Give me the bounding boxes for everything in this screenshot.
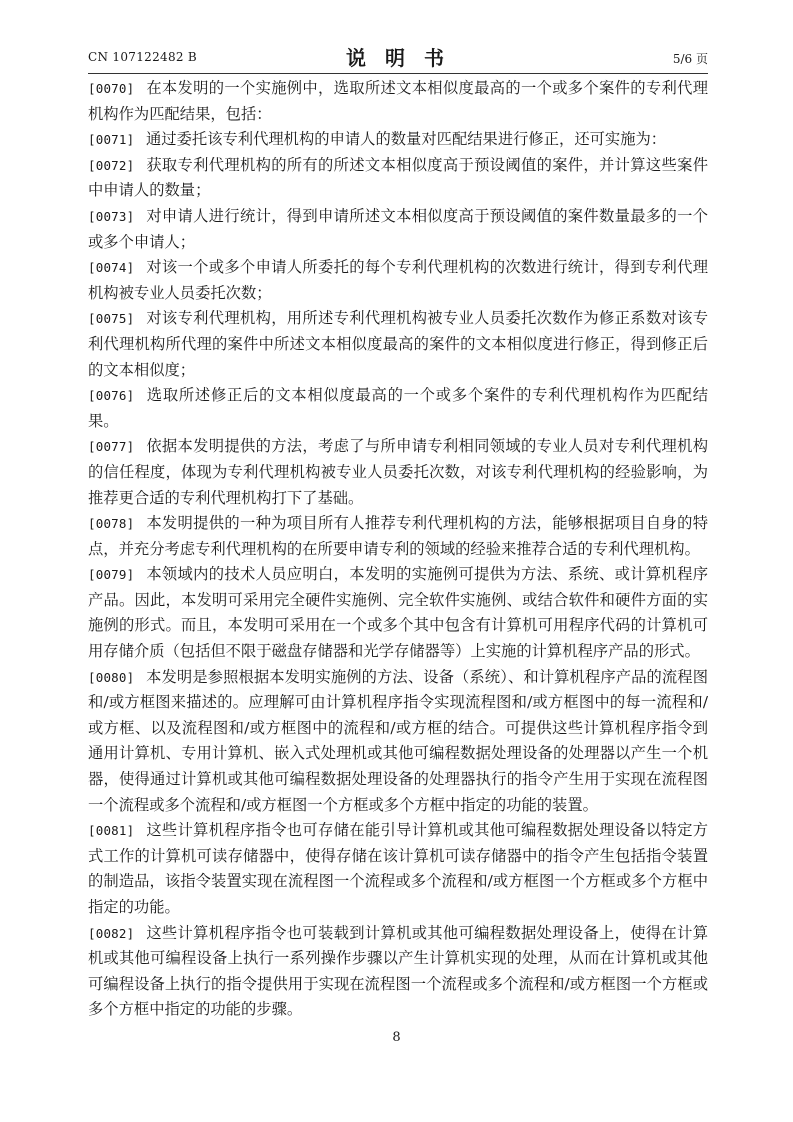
paragraph-text: 通过委托该专利代理机构的申请人的数量对匹配结果进行修正，还可实施为： [146,130,667,149]
paragraph-number: [0076] [88,388,135,404]
paragraph-0080 [88,665,708,819]
paragraph-text: 这些计算机程序指令也可存储在能引导计算机或其他可编程数据处理设备以特定方式工作的计算机可读存储器中，使得存储在该计算机可读存储器中的指令产生包括指令装置的制造品，该指令装置实现在流程图一个流程或多个流程和/或方框图一个方框或多个方框中指定的功能。 [88,821,708,916]
patent-number: CN 107122482 B [88,50,198,64]
paragraph-number: [0080] [88,669,135,685]
paragraph-number: [0078] [88,516,135,532]
paragraph-text: 对申请人进行统计，得到申请所述文本相似度高于预设阈值的案件数量最多的一个或多个申请人； [88,206,708,251]
paragraph-0081 [88,818,708,920]
paragraph-number: [0072] [88,157,135,173]
paragraph-number: [0075] [88,311,135,327]
paragraph-text: 本发明提供的一种为项目所有人推荐专利代理机构的方法，能够根据项目自身的特点，并充分考虑专利代理机构的在所要申请专利的领域的经验来推荐合适的专利代理机构。 [88,514,708,558]
paragraph-0070 [88,76,708,127]
paragraph-number: [0073] [88,208,135,224]
paragraph-0078 [88,511,708,562]
paragraph-number: [0074] [88,260,135,276]
document-title: 说 明 书 [346,46,450,70]
paragraph-0072 [88,153,708,204]
paragraph-number: [0081] [88,823,135,839]
paragraph-number: [0077] [88,439,135,455]
paragraph-text: 本领域内的技术人员应明白，本发明的实施例可提供为方法、系统、或计算机程序产品。因此，本发明可采用完全硬件实施例、完全软件实施例、或结合软件和硬件方面的实施例的形式。而且，本发明可采用在一个或多个其中包含有计算机可用程序代码的计算机可用存储介质（包括但不限于磁盘存储器和光学存储器等）上实施的计算机程序产品的形式。 [88,565,708,661]
paragraph-text: 本发明是参照根据本发明实施例的方法、设备（系统）、和计算机程序产品的流程图和/或方框图来描述的。应理解可由计算机程序指令实现流程图和/或方框图中的每一流程和/或方框、以及流程图和/或方框图中的流程和/或方框的结合。可提供这些计算机程序指令到通用计算机、专用计算机、嵌入式处理机或其他可编程数据处理设备的处理器以产生一个机器，使得通过计算机或其他可编程数据处理设备的处理器执行的指令产生用于实现在流程图一个流程或多个流程和/或方框图一个方框或多个方框中指定的功能的装置。 [88,667,708,814]
paragraph-0071 [88,127,708,153]
paragraph-0075 [88,306,708,383]
paragraph-0077 [88,434,708,511]
paragraph-number: [0071] [88,132,135,148]
paragraph-text: 依据本发明提供的方法，考虑了与所申请专利相同领域的专业人员对专利代理机构的信任程度，体现为专利代理机构被专业人员委托次数，对该专利代理机构的经验影响，为推荐更合适的专利代理机构打下了基础。 [88,437,708,507]
paragraph-text: 对该专利代理机构，用所述专利代理机构被专业人员委托次数作为修正系数对该专利代理机构所代理的案件中所述文本相似度最高的案件的文本相似度进行修正，得到修正后的文本相似度； [88,309,708,379]
paragraph-0082 [88,921,708,1023]
paragraph-text: 这些计算机程序指令也可装载到计算机或其他可编程数据处理设备上，使得在计算机或其他可编程设备上执行一系列操作步骤以产生计算机实现的处理，从而在计算机或其他可编程设备上执行的指令提供用于实现在流程图一个流程或多个流程和/或方框图一个方框或多个方框中指定的功能的步骤。 [88,923,708,1019]
paragraph-text: 获取专利代理机构的所有的所述文本相似度高于预设阈值的案件，并计算这些案件中申请人的数量； [88,155,708,200]
paragraph-0073 [88,204,708,255]
paragraph-0079 [88,562,708,664]
page-header [88,40,708,72]
paragraph-text: 在本发明的一个实施例中，选取所述文本相似度最高的一个或多个案件的专利代理机构作为匹配结果，包括： [88,79,708,123]
page-indicator: 5/6 页 [672,52,708,66]
document-body [88,76,708,1023]
header-divider [88,73,708,74]
page-number: 8 [392,1030,401,1045]
paragraph-number: [0082] [88,925,135,941]
paragraph-number: [0070] [88,81,135,96]
paragraph-number: [0079] [88,567,135,583]
paragraph-text: 对该一个或多个申请人所委托的每个专利代理机构的次数进行统计，得到专利代理机构被专业人员委托次数； [88,258,708,302]
paragraph-text: 选取所述修正后的文本相似度最高的一个或多个案件的专利代理机构作为匹配结果。 [88,386,708,430]
paragraph-0074 [88,255,708,306]
paragraph-0076 [88,383,708,434]
